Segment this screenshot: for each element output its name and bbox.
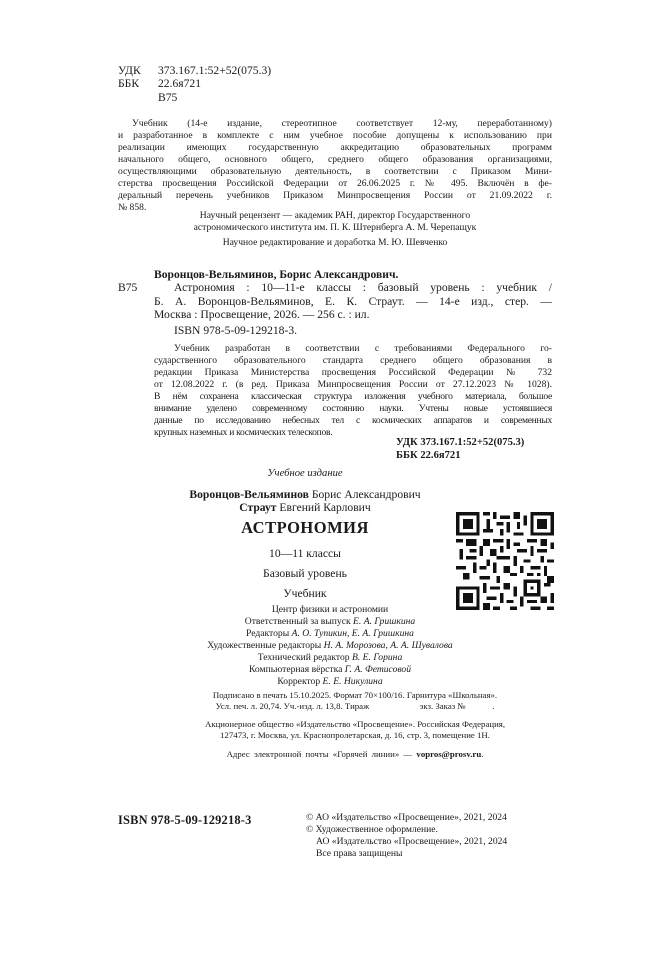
credit-line xyxy=(150,628,510,640)
annotation-line: редакции Приказа Министерства просвещения Российской Федерации № 732 xyxy=(154,367,552,378)
hotline-end: . xyxy=(481,749,484,759)
annotation-line: сударственного образовательного стандарта среднего общего образования в xyxy=(154,355,552,366)
credit-line xyxy=(150,676,510,688)
credit-role: Корректор xyxy=(277,676,321,687)
credit-role: Компьютерная вёрстка xyxy=(248,664,343,675)
credit-role: Редакторы xyxy=(246,628,290,639)
bbk-label: ББК xyxy=(118,77,140,91)
scientific-editing-line: Научное редактирование и доработка М. Ю. Шевченко xyxy=(222,237,448,248)
book-type: Учебник xyxy=(283,586,327,600)
credits-block xyxy=(150,604,510,688)
paragraph-line: и разработанное в комплекте с ним учебное пособие допущены к использованию при xyxy=(118,130,552,141)
bib-line: Б. А. Воронцов-Вельяминов, Е. К. Страут. — 14-е изд., стер. — xyxy=(154,294,552,308)
credit-role: Ответственный за выпуск xyxy=(244,616,351,627)
author1-name: Борис Александрович xyxy=(311,487,421,501)
isbn-footer: ISBN 978-5-09-129218-3 xyxy=(118,813,252,827)
credit-name: А. О. Тупикин, Е. А. Гришкина xyxy=(291,628,414,639)
title-block xyxy=(150,468,460,604)
author2-surname: Страут xyxy=(239,501,277,515)
author2-line xyxy=(150,501,460,514)
annotation-line: данные по исследованию небесных тел с космических аппаратов и современных xyxy=(154,415,552,426)
bbk-value: 22.6я721 xyxy=(158,77,202,91)
author1-surname: Воронцов-Вельяминов xyxy=(189,487,309,501)
reviewer-block xyxy=(150,210,520,249)
paragraph-line: № 858. xyxy=(118,202,147,213)
bib-code: В75 xyxy=(118,281,138,295)
bib-line: Астрономия : 10—11-е классы : базовый уровень : учебник / xyxy=(174,281,552,295)
print-order-end: . xyxy=(492,701,495,711)
publisher-address: 127473, г. Москва, ул. Краснопролетарская, д. 16, стр. 3, помещение 1Н. xyxy=(220,730,490,740)
annotation-udk: УДК 373.167.1:52+52(075.3) xyxy=(396,437,525,448)
paragraph-line: стерства просвещения Российской Федерации от 26.06.2025 г. № 495. Включён в фе- xyxy=(118,178,552,189)
udk-label: УДК xyxy=(118,64,141,77)
credit-role: Художественные редакторы xyxy=(207,640,322,651)
hotline-label: Адрес электронной почты «Горячей линии» — xyxy=(226,749,413,759)
paragraph-line: осуществляющими образовательную деятельность, в соответствии с Приказом Мини- xyxy=(118,166,552,177)
author2-name: Евгений Карлович xyxy=(279,501,371,515)
annotation-line: В нём сохранена классическая структура изложения учебного материала, большое xyxy=(154,391,552,402)
author-heading: Воронцов-Вельяминов, Борис Александрович. xyxy=(154,268,399,281)
credit-line xyxy=(150,640,510,652)
credit-line xyxy=(150,664,510,676)
edition-type: Учебное издание xyxy=(267,468,343,479)
reviewer-line: Научный рецензент — академик РАН, директор Государственного xyxy=(199,210,471,221)
annotation-codes xyxy=(396,437,524,463)
udk-value: 373.167.1:52+52(075.3) xyxy=(158,64,272,77)
book-title: АСТРОНОМИЯ xyxy=(241,517,369,537)
credit-name: В. Е. Горина xyxy=(352,652,403,663)
grades: 10—11 классы xyxy=(269,546,341,560)
print-volume-line xyxy=(150,701,560,712)
bib-isbn: ISBN 978-5-09-129218-3. xyxy=(174,323,298,337)
qr-code-icon xyxy=(456,512,554,610)
print-order: экз. Заказ № xyxy=(419,701,466,711)
annotation-bbk: ББК 22.6я721 xyxy=(396,449,461,461)
print-volume: Усл. печ. л. 20,74. Уч.-изд. л. 13,8. Тираж xyxy=(215,701,370,711)
annotation-line: внимание уделено современному состоянию науки. Учтены новые устоявшиеся xyxy=(154,403,552,414)
credit-line xyxy=(150,616,510,628)
author-mark-row xyxy=(118,91,271,104)
print-info xyxy=(150,690,560,760)
annotation xyxy=(154,343,552,439)
print-signed-line: Подписано в печать 15.10.2025. Формат 70×100/16. Гарнитура «Школьная». xyxy=(212,690,498,700)
credit-name: Е. Е. Никулина xyxy=(322,676,383,687)
annotation-line: Учебник разработан в соответствии с требованиями Федерального го- xyxy=(174,343,552,354)
bib-entry xyxy=(118,281,552,337)
annotation-line: от 12.08.2022 г. (в ред. Приказа Минпросвещения России от 27.12.2023 № 1028). xyxy=(154,379,552,390)
paragraph-line: Учебник (14-е издание, стереотипное соответствует 12-му, переработанному) xyxy=(132,118,552,129)
paragraph-line: деральный перечень учебников Приказом Минпросвещения России от 21.09.2022 г. xyxy=(118,190,552,201)
copyright-line: Все права защищены xyxy=(316,848,403,859)
hotline-line xyxy=(150,749,560,760)
approval-paragraph xyxy=(118,118,552,214)
reviewer-line: астрономического института им. П. К. Штернберга А. М. Черепащук xyxy=(193,222,477,233)
credit-line xyxy=(150,652,510,664)
bib-line: Москва : Просвещение, 2026. — 256 с. : ил. xyxy=(154,308,370,322)
bbk-row xyxy=(118,77,271,90)
level: Базовый уровень xyxy=(263,566,347,580)
paragraph-line: реализации имеющих государственную аккредитацию образовательных программ xyxy=(118,142,552,153)
copyright-line: АО «Издательство «Просвещение», 2021, 2024 xyxy=(316,836,508,847)
publisher-line: Акционерное общество «Издательство «Просвещение». Российская Федерация, xyxy=(204,719,506,729)
bibliographic-record xyxy=(118,268,552,337)
credit-name: Г. А. Фетисовой xyxy=(344,664,412,675)
paragraph-line: начального общего, основного общего, среднего общего образования организациями, xyxy=(118,154,552,165)
credit-line xyxy=(150,604,510,616)
credit-role: Технический редактор xyxy=(257,652,350,663)
classification-block xyxy=(118,64,271,104)
credit-name: Н. А. Морозова, А. А. Шувалова xyxy=(323,640,453,651)
author-mark: В75 xyxy=(158,90,178,104)
copyright-line: © Художественное оформление. xyxy=(306,824,438,835)
credit-role: Центр физики и астрономии xyxy=(271,604,389,615)
author1-line xyxy=(150,488,460,501)
copyright-line: © АО «Издательство «Просвещение», 2021, 2024 xyxy=(306,812,507,823)
credit-name: Е. А. Гришкина xyxy=(353,616,416,627)
hotline-email[interactable]: vopros@prosv.ru xyxy=(416,749,482,759)
udk-row xyxy=(118,64,271,77)
copyright-block xyxy=(306,812,507,860)
annotation-line: крупных наземных и космических телескопов. xyxy=(154,427,333,438)
